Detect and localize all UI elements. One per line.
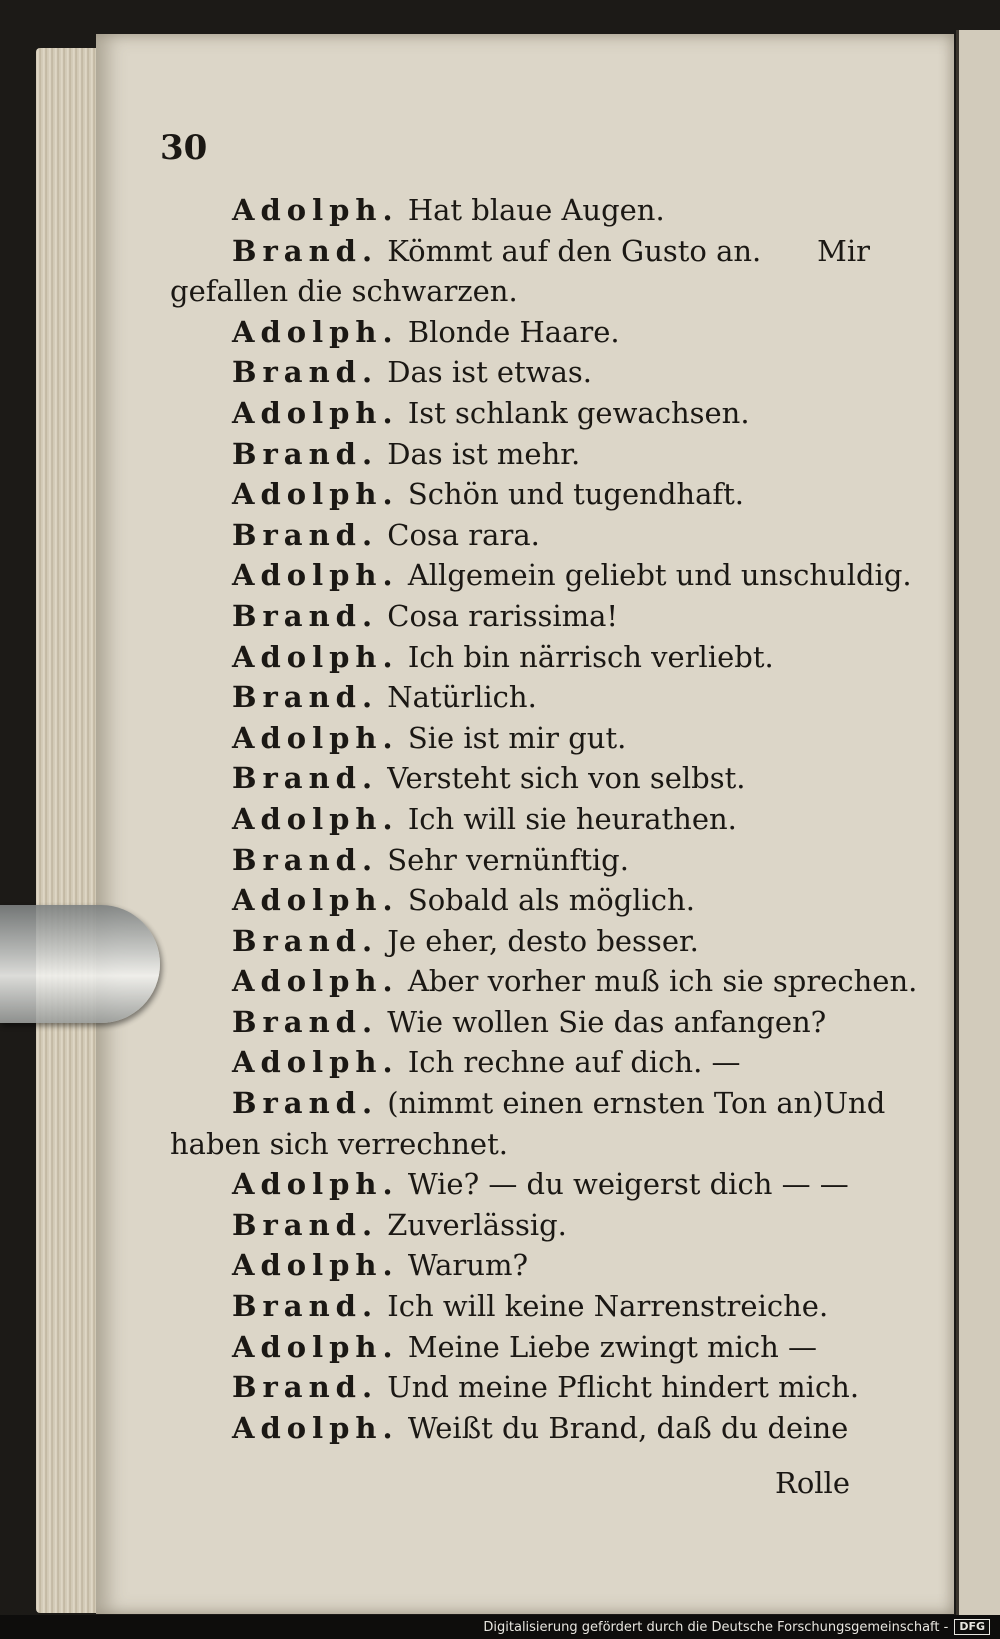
- line-text: Sehr vernünftig.: [387, 842, 629, 877]
- line-content: [232, 883, 695, 917]
- dialogue-line: [170, 190, 870, 231]
- dialogue-text: [170, 190, 918, 1448]
- dialogue-line: [170, 921, 870, 962]
- line-content: [232, 518, 540, 552]
- dialogue-line: [170, 1327, 870, 1368]
- dialogue-line: [170, 880, 870, 921]
- dialogue-line: [170, 596, 870, 637]
- footer-credit-text: Digitalisierung gefördert durch die Deutsche Forschungsgemeinschaft -: [483, 1619, 949, 1635]
- dialogue-line: [170, 677, 870, 718]
- speaker-name: Adolph.: [232, 1167, 399, 1202]
- speaker-name: Brand.: [232, 680, 379, 715]
- line-content: [232, 802, 737, 836]
- speaker-name: Brand.: [232, 761, 379, 796]
- line-content: [232, 315, 620, 349]
- dialogue-line: [170, 718, 870, 759]
- speaker-name: Adolph.: [232, 395, 399, 430]
- line-content: [232, 721, 626, 755]
- line-content: [232, 477, 744, 511]
- line-content: [232, 1005, 826, 1039]
- page-clip: [0, 905, 160, 1023]
- line-text: Kömmt auf den Gusto an.: [387, 233, 762, 268]
- line-tail: Mir: [817, 233, 870, 268]
- speaker-name: Brand.: [232, 1086, 379, 1121]
- line-content: [232, 640, 774, 674]
- dialogue-line: [170, 1124, 870, 1165]
- line-text: Blonde Haare.: [407, 314, 620, 349]
- line-text: Ist schlank gewachsen.: [407, 395, 750, 430]
- dialogue-line: [170, 271, 870, 312]
- dialogue-line: [170, 961, 918, 1002]
- dialogue-line: [170, 231, 870, 272]
- line-content: [232, 761, 746, 795]
- line-text: haben sich verrechnet.: [170, 1126, 508, 1161]
- line-content: [232, 396, 750, 430]
- speaker-name: Brand.: [232, 842, 379, 877]
- line-text: Warum?: [407, 1248, 528, 1283]
- speaker-name: Adolph.: [232, 477, 399, 512]
- line-text: Sie ist mir gut.: [407, 720, 627, 755]
- catchword: Rolle: [774, 1466, 850, 1500]
- line-text: Cosa rara.: [387, 517, 540, 552]
- speaker-name: Adolph.: [232, 720, 399, 755]
- book-page-edges: [36, 48, 100, 1613]
- page-number: 30: [160, 128, 208, 168]
- dfg-logo: DFG: [954, 1619, 990, 1635]
- dialogue-line: [170, 1164, 870, 1205]
- line-text: Das ist etwas.: [387, 355, 592, 390]
- line-text: Ich rechne auf dich. —: [407, 1045, 741, 1080]
- line-text: Hat blaue Augen.: [407, 193, 665, 227]
- speaker-name: Adolph.: [232, 1248, 399, 1283]
- line-content: [170, 1127, 508, 1161]
- line-text: Und meine Pflicht hindert mich.: [387, 1370, 860, 1405]
- line-text: Versteht sich von selbst.: [387, 761, 746, 796]
- line-content: [232, 924, 699, 958]
- line-content: [232, 1289, 828, 1323]
- speaker-name: Brand.: [232, 1207, 379, 1242]
- line-content: [232, 355, 592, 389]
- speaker-name: Brand.: [232, 517, 379, 552]
- line-content: [232, 964, 917, 998]
- line-content: [232, 437, 580, 471]
- line-text: Meine Liebe zwingt mich —: [407, 1329, 818, 1364]
- dialogue-line: [170, 1408, 870, 1449]
- line-content: [232, 599, 618, 633]
- line-text: Wie wollen Sie das anfangen?: [387, 1004, 827, 1039]
- line-text: Ich will keine Narrenstreiche.: [387, 1289, 829, 1324]
- speaker-name: Adolph.: [232, 1329, 399, 1364]
- line-text: Ich bin närrisch verliebt.: [407, 639, 774, 674]
- speaker-name: Brand.: [232, 923, 379, 958]
- speaker-name: Adolph.: [232, 314, 399, 349]
- dialogue-line: [170, 474, 870, 515]
- speaker-name: Brand.: [232, 436, 379, 471]
- dialogue-line: [170, 637, 870, 678]
- line-content: [232, 1411, 848, 1445]
- line-content: [232, 680, 537, 714]
- line-content: [232, 193, 665, 227]
- line-text: Das ist mehr.: [387, 436, 581, 471]
- dialogue-line: [170, 1367, 870, 1408]
- speaker-name: Adolph.: [232, 1045, 399, 1080]
- line-content: [232, 843, 629, 877]
- dialogue-line: [170, 1002, 870, 1043]
- speaker-name: Adolph.: [232, 883, 399, 918]
- line-content: [232, 1370, 859, 1404]
- dialogue-line: [170, 555, 912, 596]
- footer-credit: [0, 1615, 1000, 1639]
- speaker-name: Brand.: [232, 355, 379, 390]
- line-content: [170, 274, 518, 308]
- line-content: [232, 1045, 741, 1079]
- line-text: Natürlich.: [387, 680, 537, 715]
- line-text: Zuverlässig.: [387, 1207, 567, 1242]
- line-content: [232, 1330, 817, 1364]
- dialogue-line: [170, 312, 870, 353]
- dialogue-line: [170, 515, 870, 556]
- dialogue-line: [170, 352, 870, 393]
- speaker-name: Adolph.: [232, 193, 399, 227]
- line-text: Wie? — du weigerst dich — —: [407, 1167, 849, 1202]
- speaker-name: Adolph.: [232, 639, 399, 674]
- dialogue-line: [170, 758, 870, 799]
- speaker-name: Adolph.: [232, 558, 399, 593]
- speaker-name: Brand.: [232, 1289, 379, 1324]
- speaker-name: Adolph.: [232, 1410, 399, 1445]
- speaker-name: Brand.: [232, 598, 379, 633]
- line-text: gefallen die schwarzen.: [170, 274, 518, 309]
- line-content: [232, 1167, 849, 1201]
- line-text: Cosa rarissima!: [387, 598, 619, 633]
- dialogue-line: [170, 393, 870, 434]
- speaker-name: Brand.: [232, 1370, 379, 1405]
- dialogue-line: [170, 1083, 886, 1124]
- line-text: Ich will sie heurathen.: [407, 801, 737, 836]
- line-tail: Und: [823, 1086, 886, 1121]
- line-content: [232, 1083, 824, 1124]
- line-content: [232, 231, 761, 272]
- line-text: (nimmt einen ernsten Ton an): [387, 1086, 824, 1121]
- speaker-name: Adolph.: [232, 801, 399, 836]
- line-content: [232, 1208, 567, 1242]
- facing-page-strip: [956, 30, 1000, 1616]
- dialogue-line: [170, 1205, 870, 1246]
- speaker-name: Brand.: [232, 233, 379, 268]
- line-content: [232, 558, 912, 592]
- dialogue-line: [170, 434, 870, 475]
- line-text: Sobald als möglich.: [407, 883, 695, 918]
- line-text: Weißt du Brand, daß du deine: [407, 1410, 849, 1445]
- line-text: Schön und tugendhaft.: [407, 477, 744, 512]
- speaker-name: Adolph.: [232, 964, 399, 999]
- line-text: Allgemein geliebt und unschuldig.: [407, 558, 912, 593]
- dialogue-line: [170, 840, 870, 881]
- line-content: [232, 1248, 528, 1282]
- line-text: Je eher, desto besser.: [387, 923, 699, 958]
- dialogue-line: [170, 1042, 870, 1083]
- dialogue-line: [170, 799, 870, 840]
- speaker-name: Brand.: [232, 1004, 379, 1039]
- line-text: Aber vorher muß ich sie sprechen.: [407, 964, 918, 999]
- dialogue-line: [170, 1245, 870, 1286]
- dialogue-line: [170, 1286, 870, 1327]
